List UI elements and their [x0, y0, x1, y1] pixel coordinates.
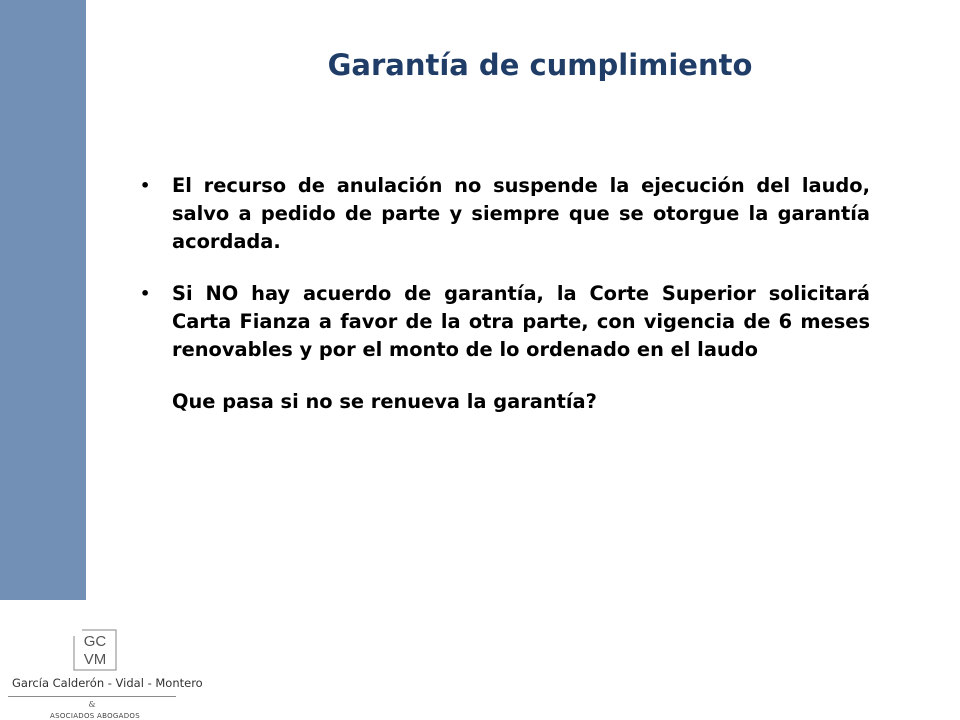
logo-divider	[8, 696, 176, 697]
bullet-item	[140, 280, 870, 364]
side-accent-band	[0, 0, 86, 600]
question-text: Que pasa si no se renueva la garantía?	[172, 390, 597, 413]
bullet-marker: •	[140, 284, 151, 303]
logo-subtitle: ASOCIADOS ABOGADOS	[50, 712, 140, 720]
logo-ampersand: &	[88, 700, 96, 709]
logo-monogram-bottom: VM	[83, 651, 107, 668]
logo-firm-name: García Calderón - Vidal - Montero	[12, 676, 203, 690]
firm-logo	[0, 616, 203, 720]
bullet-text: El recurso de anulación no suspende la ejecución del laudo, salvo a pedido de parte y siempre que se otorgue la garantía acordada.	[172, 174, 870, 253]
slide-title: Garantía de cumplimiento	[327, 48, 753, 82]
logo-monogram-top: GC	[83, 633, 107, 650]
slide-body	[140, 172, 870, 416]
bullet-marker: •	[140, 176, 151, 195]
gcvm-monogram-logo	[70, 624, 118, 674]
bullet-text: Si NO hay acuerdo de garantía, la Corte Superior solicitará Carta Fianza a favor de la otra parte, con vigencia de 6 meses renovables y por el monto de lo ordenado en el laudo	[172, 282, 870, 361]
bullet-item	[140, 172, 870, 256]
